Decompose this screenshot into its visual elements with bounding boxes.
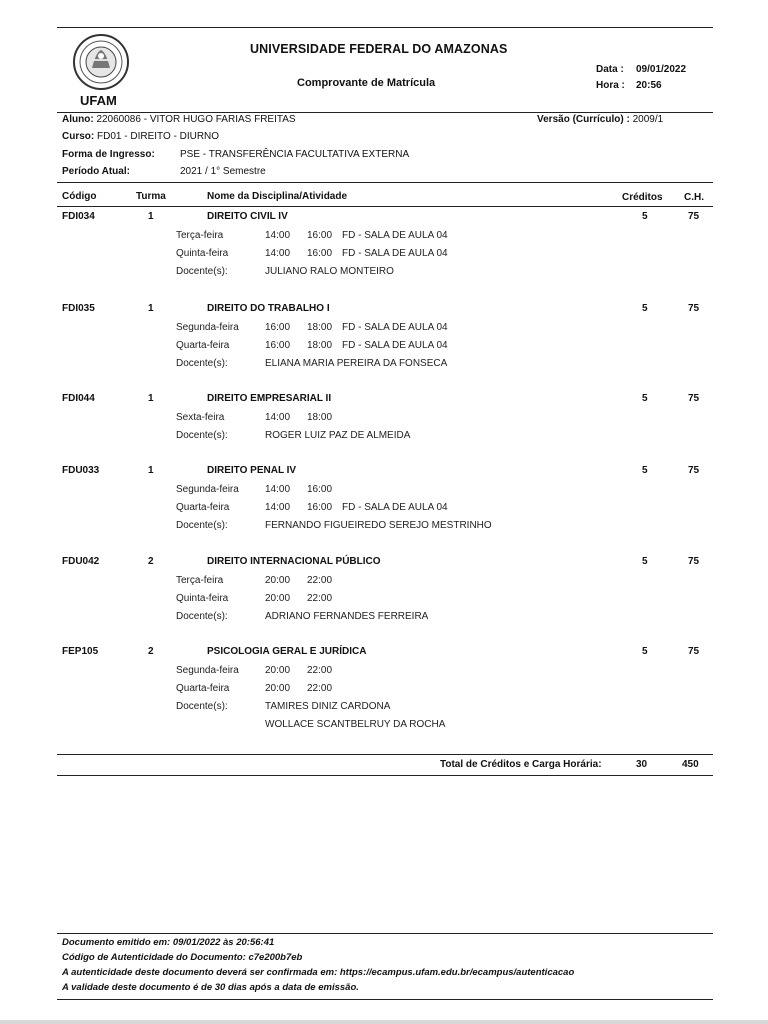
schedule-day: Sexta-feira: [176, 412, 225, 423]
curso-row: [62, 131, 219, 142]
schedule-room: FD - SALA DE AULA 04: [342, 340, 448, 351]
schedule-day: Segunda-feira: [176, 484, 239, 495]
schedule-day: Quinta-feira: [176, 593, 229, 604]
schedule-start: 20:00: [265, 665, 291, 676]
docente-label: Docente(s):: [176, 430, 228, 441]
course-code: FDU033: [62, 465, 100, 476]
footer-auth-code: Código de Autenticidade do Documento: c7e200b7eb: [62, 952, 303, 963]
course-turma: 2: [148, 556, 154, 567]
aluno-value: 22060086 - VITOR HUGO FARIAS FREITAS: [96, 114, 296, 125]
footer-issued: Documento emitido em: 09/01/2022 às 20:56:41: [62, 937, 275, 948]
header-rule: [57, 112, 713, 113]
course-code: FDI035: [62, 303, 95, 314]
logo-text: UFAM: [80, 93, 117, 108]
schedule-start: 16:00: [265, 322, 291, 333]
totals-top-rule: [57, 754, 713, 755]
schedule-end: 22:00: [307, 593, 333, 604]
schedule-room: FD - SALA DE AULA 04: [342, 248, 448, 259]
schedule-day: Segunda-feira: [176, 665, 239, 676]
document-title: Comprovante de Matrícula: [297, 77, 436, 89]
ingresso-label: Forma de Ingresso:: [62, 149, 155, 160]
schedule-end: 16:00: [307, 230, 333, 241]
schedule-day: Quinta-feira: [176, 248, 229, 259]
course-ch: 75: [688, 393, 700, 404]
course-creditos: 5: [642, 303, 648, 314]
footer-auth-url: A autenticidade deste documento deverá ser confirmada em: https://ecampus.ufam.edu.br/ecampus/autenticacao: [62, 967, 575, 978]
header-nome: Nome da Disciplina/Atividade: [207, 191, 348, 202]
course-turma: 1: [148, 303, 154, 314]
schedule-room: FD - SALA DE AULA 04: [342, 322, 448, 333]
curso-value: FD01 - DIREITO - DIURNO: [97, 131, 220, 142]
course-turma: 1: [148, 211, 154, 222]
aluno-row: [62, 114, 296, 125]
university-seal-icon: [66, 30, 136, 94]
course-creditos: 5: [642, 556, 648, 567]
footer-validity: A validade deste documento é de 30 dias após a data de emissão.: [62, 982, 359, 993]
course-code: FEP105: [62, 646, 99, 657]
versao-row: [537, 114, 663, 125]
docente-name: TAMIRES DINIZ CARDONA: [265, 701, 391, 712]
course-name: DIREITO INTERNACIONAL PÚBLICO: [207, 556, 381, 567]
schedule-end: 18:00: [307, 340, 333, 351]
schedule-start: 14:00: [265, 248, 291, 259]
versao-label: Versão (Currículo) :: [537, 114, 630, 125]
course-code: FDU042: [62, 556, 100, 567]
schedule-day: Segunda-feira: [176, 322, 239, 333]
course-ch: 75: [688, 211, 700, 222]
schedule-start: 14:00: [265, 484, 291, 495]
schedule-end: 16:00: [307, 248, 333, 259]
date-label: Data :: [596, 64, 624, 75]
schedule-start: 20:00: [265, 593, 291, 604]
docente-label: Docente(s):: [176, 358, 228, 369]
schedule-start: 20:00: [265, 683, 291, 694]
course-name: DIREITO PENAL IV: [207, 465, 297, 476]
course-code: FDI034: [62, 211, 95, 222]
schedule-day: Quarta-feira: [176, 340, 230, 351]
footer-top-rule: [57, 933, 713, 934]
footer-bottom-rule: [57, 999, 713, 1000]
schedule-end: 22:00: [307, 575, 333, 586]
course-name: DIREITO CIVIL IV: [207, 211, 288, 222]
docente-name: WOLLACE SCANTBELRUY DA ROCHA: [265, 719, 446, 730]
header-ch: C.H.: [684, 192, 704, 203]
docente-name: ROGER LUIZ PAZ DE ALMEIDA: [265, 430, 411, 441]
course-ch: 75: [688, 556, 700, 567]
schedule-start: 14:00: [265, 502, 291, 513]
course-name: DIREITO DO TRABALHO I: [207, 303, 330, 314]
table-top-rule: [57, 182, 713, 183]
course-creditos: 5: [642, 393, 648, 404]
top-rule: [57, 27, 713, 28]
course-ch: 75: [688, 303, 700, 314]
curso-label: Curso:: [62, 131, 95, 142]
date-value: 09/01/2022: [636, 64, 687, 75]
course-code: FDI044: [62, 393, 95, 404]
periodo-value: 2021 / 1° Semestre: [180, 166, 266, 177]
time-value: 20:56: [636, 80, 662, 91]
ingresso-value: PSE - TRANSFERÊNCIA FACULTATIVA EXTERNA: [180, 149, 410, 160]
time-label: Hora :: [596, 80, 625, 91]
schedule-start: 14:00: [265, 412, 291, 423]
schedule-start: 16:00: [265, 340, 291, 351]
schedule-day: Quarta-feira: [176, 502, 230, 513]
course-creditos: 5: [642, 465, 648, 476]
docente-name: ADRIANO FERNANDES FERREIRA: [265, 611, 429, 622]
docente-label: Docente(s):: [176, 611, 228, 622]
course-name: PSICOLOGIA GERAL E JURÍDICA: [207, 646, 367, 657]
header-creditos: Créditos: [622, 192, 663, 203]
header-codigo: Código: [62, 191, 97, 202]
schedule-start: 14:00: [265, 230, 291, 241]
docente-label: Docente(s):: [176, 701, 228, 712]
schedule-end: 18:00: [307, 412, 333, 423]
docente-label: Docente(s):: [176, 520, 228, 531]
schedule-end: 22:00: [307, 683, 333, 694]
schedule-room: FD - SALA DE AULA 04: [342, 230, 448, 241]
totals-ch: 450: [682, 759, 699, 770]
course-ch: 75: [688, 646, 700, 657]
table-header-rule: [57, 206, 713, 207]
docente-label: Docente(s):: [176, 266, 228, 277]
schedule-room: FD - SALA DE AULA 04: [342, 502, 448, 513]
versao-value: 2009/1: [632, 114, 664, 125]
schedule-start: 20:00: [265, 575, 291, 586]
docente-name: ELIANA MARIA PEREIRA DA FONSECA: [265, 358, 448, 369]
periodo-label: Período Atual:: [62, 166, 130, 177]
header-turma: Turma: [136, 191, 166, 202]
schedule-day: Terça-feira: [176, 230, 224, 241]
page-edge: [0, 1020, 768, 1024]
course-creditos: 5: [642, 211, 648, 222]
course-turma: 1: [148, 465, 154, 476]
course-creditos: 5: [642, 646, 648, 657]
course-ch: 75: [688, 465, 700, 476]
course-turma: 2: [148, 646, 154, 657]
totals-creditos: 30: [636, 759, 648, 770]
course-turma: 1: [148, 393, 154, 404]
schedule-day: Quarta-feira: [176, 683, 230, 694]
totals-bottom-rule: [57, 775, 713, 776]
docente-name: JULIANO RALO MONTEIRO: [265, 266, 394, 277]
course-name: DIREITO EMPRESARIAL II: [207, 393, 332, 404]
aluno-label: Aluno:: [62, 114, 94, 125]
schedule-end: 16:00: [307, 484, 333, 495]
totals-label: Total de Créditos e Carga Horária:: [440, 759, 602, 770]
schedule-day: Terça-feira: [176, 575, 224, 586]
docente-name: FERNANDO FIGUEIREDO SEREJO MESTRINHO: [265, 520, 492, 531]
schedule-end: 22:00: [307, 665, 333, 676]
university-name: UNIVERSIDADE FEDERAL DO AMAZONAS: [250, 42, 508, 56]
schedule-end: 16:00: [307, 502, 333, 513]
schedule-end: 18:00: [307, 322, 333, 333]
